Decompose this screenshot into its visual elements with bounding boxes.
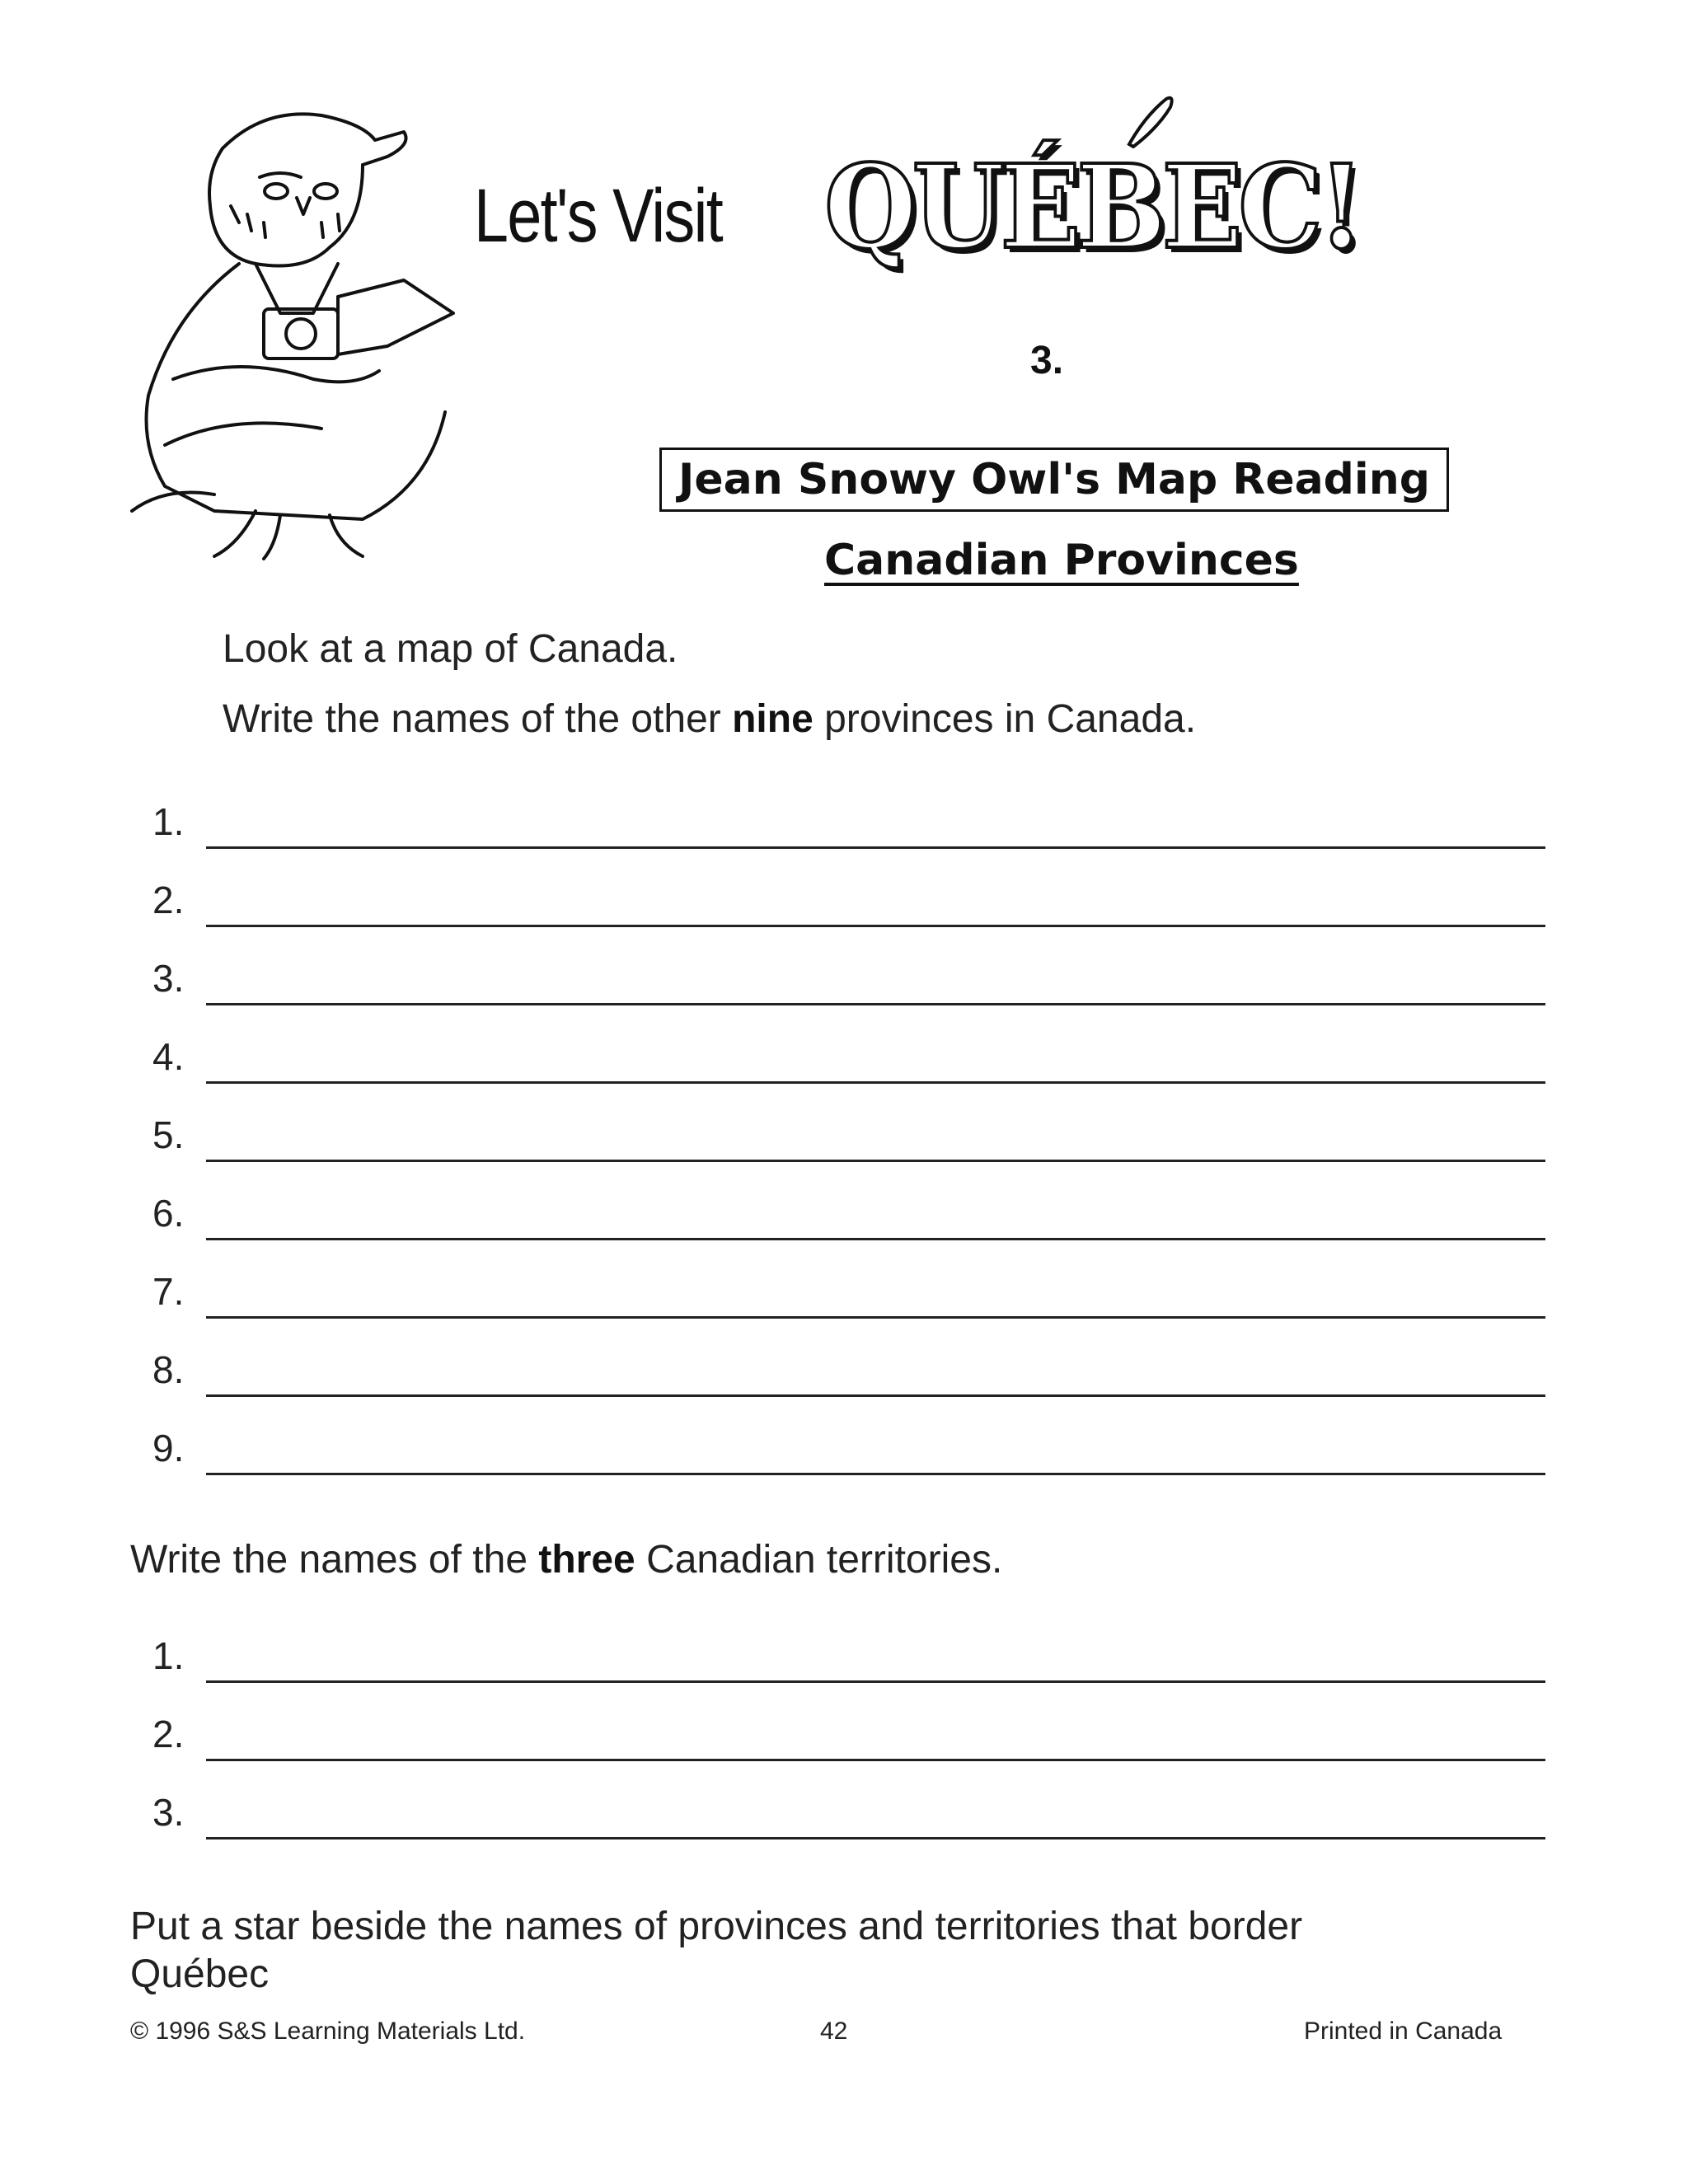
answer-line-number: 2. [152,1713,185,1755]
answer-line-number: 6. [152,1192,185,1235]
boxed-heading [659,448,1449,512]
answer-line-rule [206,1160,1545,1162]
boxed-heading-text: Jean Snowy Owl's Map Reading [678,455,1430,504]
answer-line-number: 2. [152,879,185,921]
title-prefix: Let's Visit [474,174,723,258]
answer-line-number: 4. [152,1035,185,1078]
answer-line-rule [206,846,1545,849]
instruction-provinces [223,696,1196,742]
instruction-provinces-pre: Write the names of the other [223,697,733,741]
answer-line[interactable] [144,1339,1545,1397]
instruction-territories-bold: three [538,1538,635,1582]
answer-line[interactable] [144,1104,1545,1162]
answer-line-number: 1. [152,800,185,843]
answer-line-number: 8. [152,1348,185,1391]
answer-line-rule [206,1759,1545,1761]
answer-line[interactable] [144,1261,1545,1319]
answer-line-rule [206,925,1545,927]
answer-line-number: 1. [152,1634,185,1677]
answer-line[interactable] [144,1782,1545,1840]
answer-line[interactable] [144,1183,1545,1240]
answer-line-rule [206,1394,1545,1397]
page-number: 42 [820,2018,848,2045]
answer-line-rule [206,1316,1545,1319]
answer-line[interactable] [144,869,1545,927]
answer-line[interactable] [144,1026,1545,1084]
copyright-notice: © 1996 S&S Learning Materials Ltd. [130,2018,526,2045]
answer-line-rule [206,1837,1545,1840]
instruction-star-line2: Québec [130,1952,270,1996]
section-subtitle: Canadian Provinces [824,536,1299,585]
instruction-provinces-post: provinces in Canada. [813,697,1197,741]
instruction-provinces-bold: nine [732,697,814,741]
instruction-star: Put a star beside the names of provinces and territories that border [130,1905,1303,1948]
answer-line-rule [206,1003,1545,1005]
answer-line-number: 3. [152,957,185,1000]
answer-line-rule [206,1081,1545,1084]
answer-line-number: 7. [152,1270,185,1313]
instruction-look: Look at a map of Canada. [223,627,678,671]
snowy-owl-illustration [115,99,503,560]
instruction-territories [130,1537,1002,1582]
answer-line-rule [206,1473,1545,1475]
instruction-territories-pre: Write the names of the [130,1538,539,1582]
answer-line-number: 9. [152,1427,185,1469]
answer-line[interactable] [144,1625,1545,1683]
printed-in-notice: Printed in Canada [1304,2018,1503,2045]
answer-line-rule [206,1680,1545,1683]
instruction-territories-post: Canadian territories. [635,1538,1003,1582]
title-main: QUÉBEC! [824,140,1361,275]
answer-line[interactable] [144,1418,1545,1475]
answer-line[interactable] [144,1704,1545,1761]
step-number: 3. [1030,339,1064,382]
answer-line-number: 3. [152,1791,185,1834]
answer-line-rule [206,1238,1545,1240]
answer-line-number: 5. [152,1113,185,1156]
answer-line[interactable] [144,948,1545,1005]
answer-line[interactable] [144,791,1545,849]
